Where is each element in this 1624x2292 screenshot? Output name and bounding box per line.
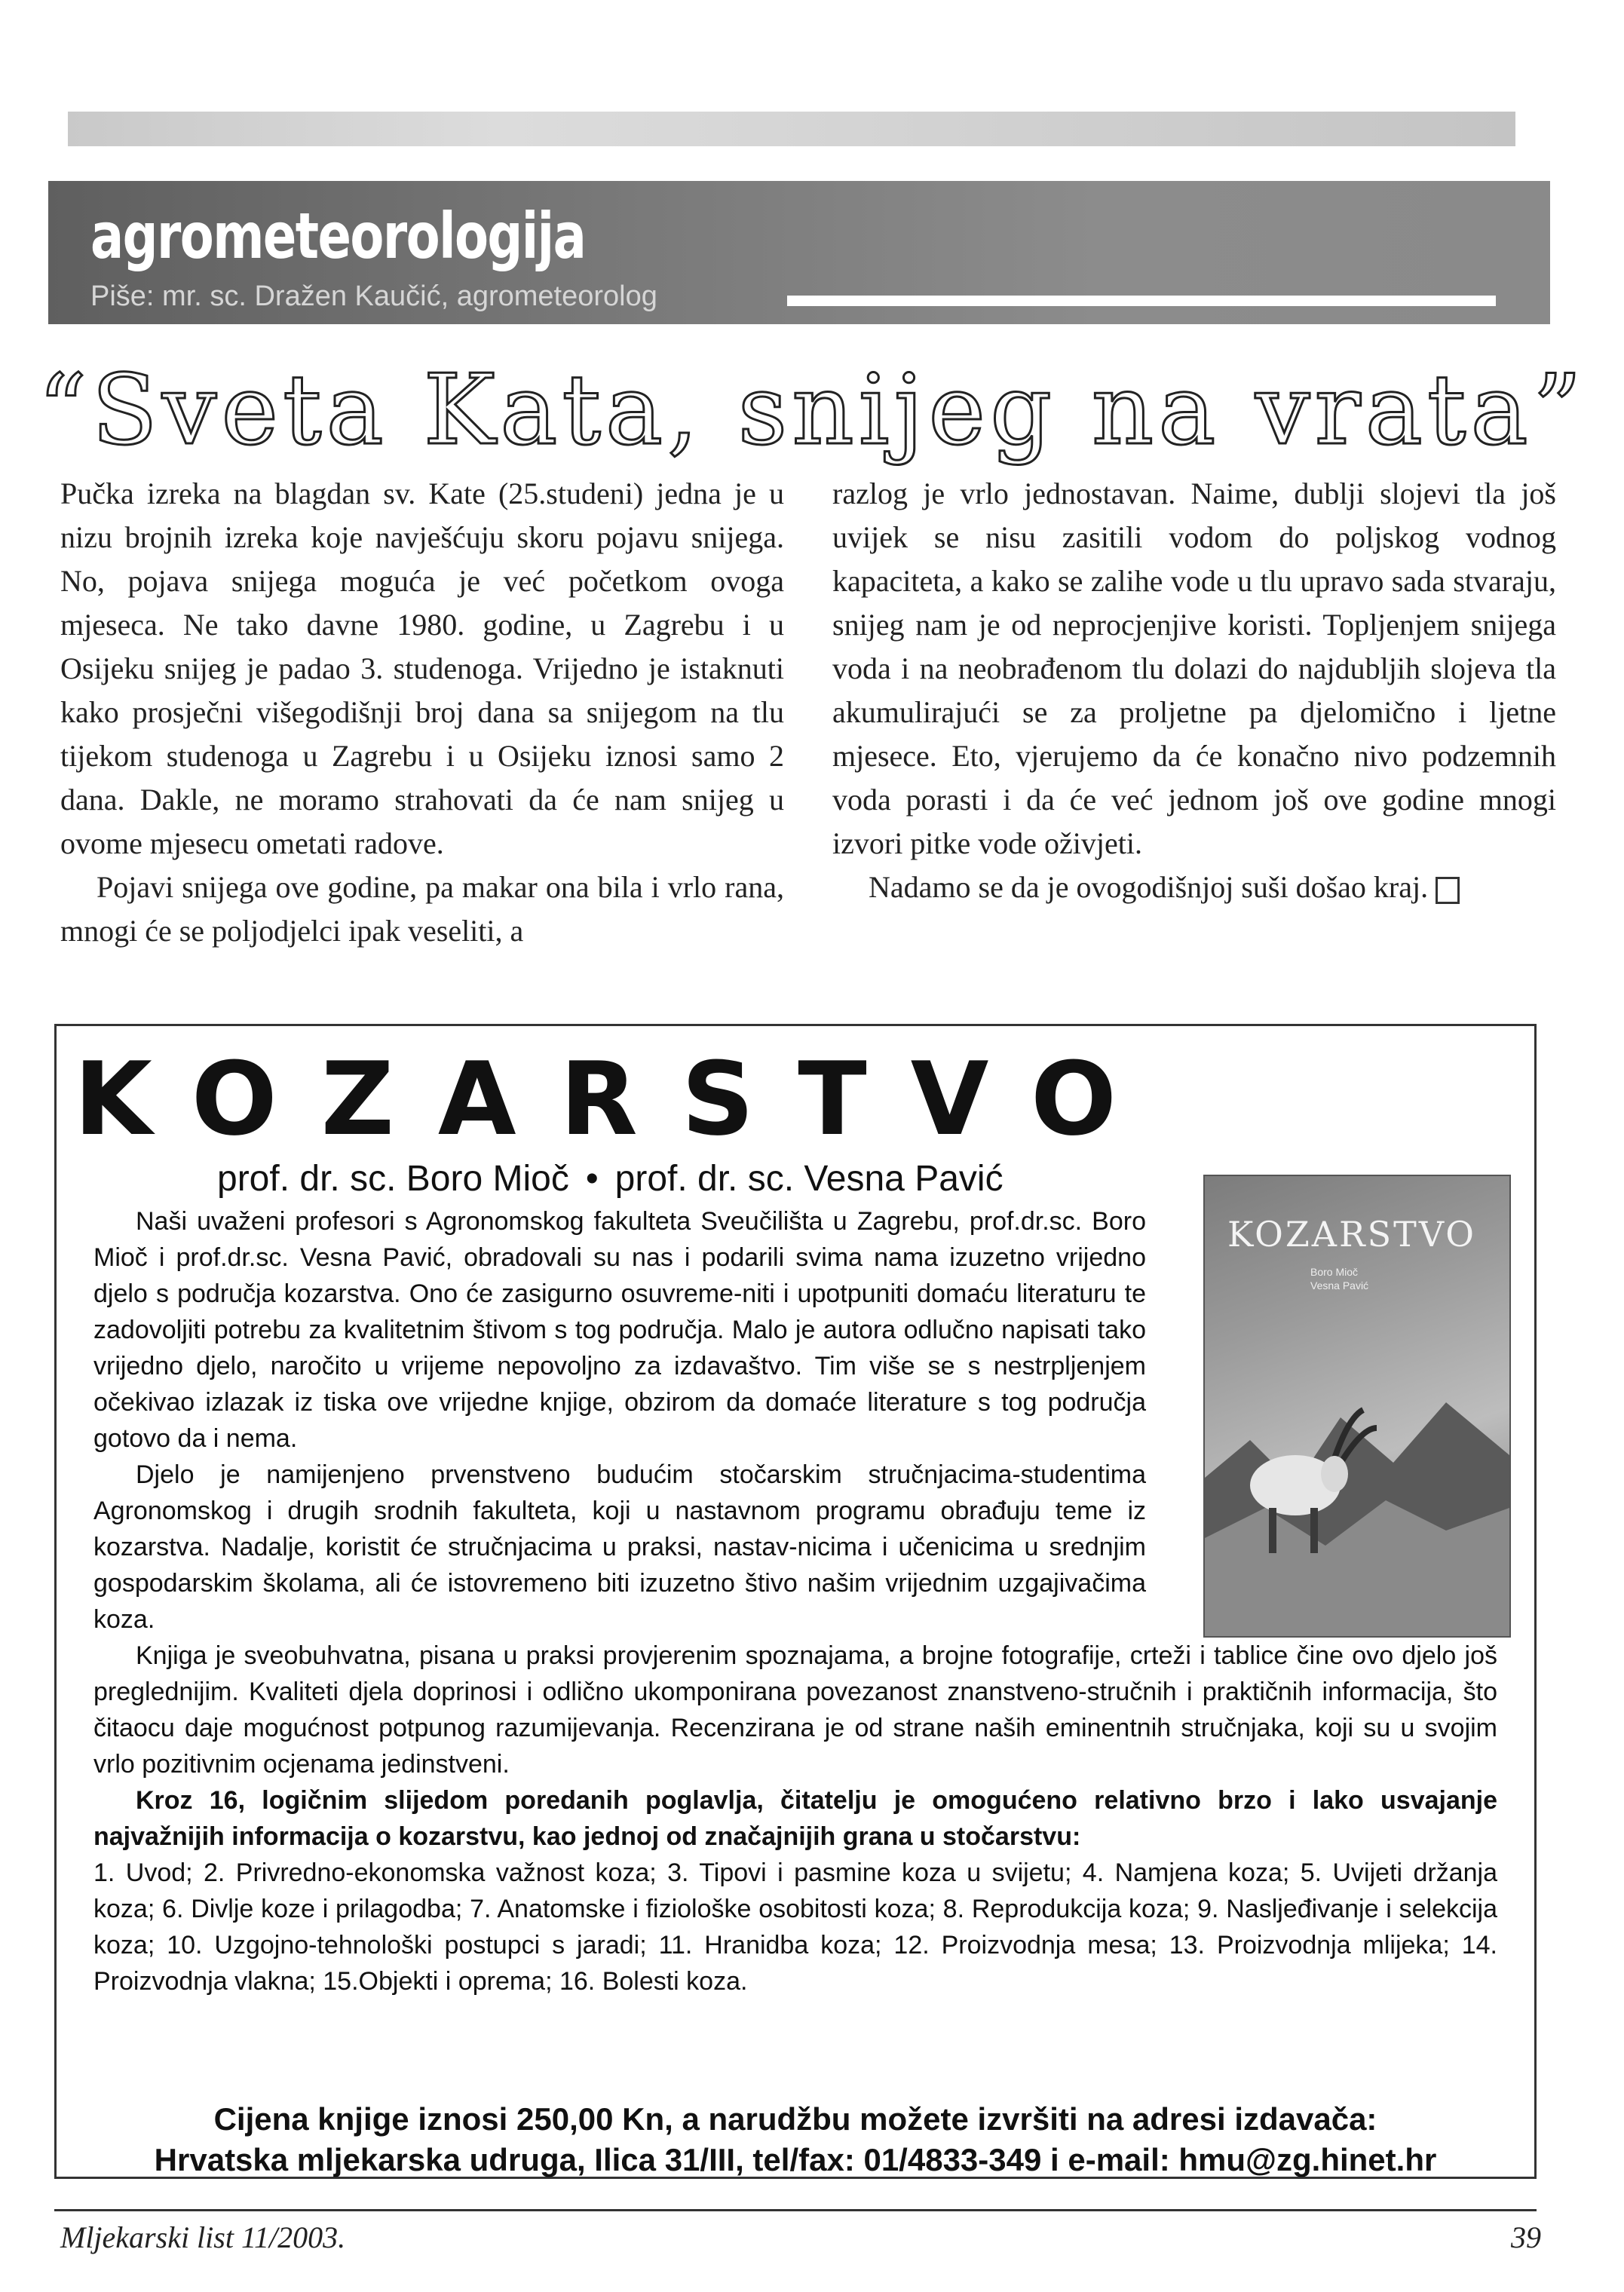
footer-publication: Mljekarski list 11/2003. (60, 2220, 346, 2254)
end-mark-icon (1436, 877, 1460, 904)
article-right-column (832, 472, 1556, 909)
ad-title: KOZARSTVO (74, 1040, 1160, 1158)
article-left-column (60, 472, 784, 953)
bullet-separator: • (585, 1159, 599, 1199)
ad-body (93, 1203, 1497, 1999)
ad-paragraph: Djelo je namijenjeno prvenstveno budućim stočarskim stručnjacima-studentima Agronomskog i drugih srodnih fakulteta, koji u nastavnom programu obrađuju teme iz kozarstva. Nadalje, koristit će stručnjacima u praksi, nastav-nicima i učenicima u srednjim gospodarskim školama, ali će istovremeno biti izuzetno štivo našim vrijednim uzgajivačima koza. (93, 1460, 1146, 1634)
section-title: agrometeorologija (90, 199, 586, 273)
price-block (60, 2099, 1531, 2180)
article-closing-text: Nadamo se da je ovogodišnjoj suši došao kraj. (869, 870, 1429, 904)
author-line: Piše: mr. sc. Dražen Kaučić, agrometeorolog (90, 280, 657, 312)
book-cover-author-2: Vesna Pavić (1310, 1279, 1369, 1292)
price-line: Cijena knjige iznosi 250,00 Kn, a narudžbu možete izvršiti na adresi izdavača: (213, 2101, 1377, 2137)
article-paragraph: Pojavi snijega ove godine, pa makar ona bila i vrlo rana, mnogi će se poljodjelci ipak veseliti, a (60, 870, 784, 948)
section-header (48, 181, 1550, 324)
article-headline: “Sveta Kata, snijeg na vrata” (37, 354, 1587, 467)
page-number: 39 (1511, 2220, 1541, 2254)
article-paragraph: razlog je vrlo jednostavan. Naime, dublji slojevi tla još uvijek se nisu zasitili vodom do poljskog vodnog kapaciteta, a kako se zalihe vode u tlu upravo sada stvaraju, snijeg nam je od neprocjenjive koristi. Topljenjem snijega voda i na neobrađenom tlu dolazi do najdubljih slojeva tla akumulirajući se za proljetne pa djelomično i ljetne mjesece. Eto, vjerujemo da će konačno nivo podzemnih voda porasti i da će već jednom još ove godine mnogi izvori pitke vode oživjeti. (832, 476, 1556, 860)
ad-paragraph: Knjiga je sveobuhvatna, pisana u praksi provjerenim spoznajama, a brojne fotografije, crteži i tablice čine ovo djelo još preglednijim. Kvaliteti djela doprinosi i odlično ukomponirana povezanost znanstveno-stručnih i praktičnih informacija, što čitaocu daje mogućnost potpunog razumijevanja. Recenzirana je od strane naših eminentnih stručnjaka, koji su u svojim vrlo pozitivnim ocjenama jedinstveni. (93, 1641, 1497, 1779)
ad-paragraph-bold: Kroz 16, logičnim slijedom poredanih poglavlja, čitatelju je omogućeno relativno brzo i lako usvajanje najvažnijih informacija o kozarstvu, kao jednoj od značajnijih grana u stočarstvu: (93, 1786, 1497, 1851)
ad-paragraph: Naši uvaženi profesori s Agronomskog fakulteta Sveučilišta u Zagrebu, prof.dr.sc. Boro Mioč i prof.dr.sc. Vesna Pavić, obradovali su nas i podarili svima nama izuzetno vrijedno djelo s područja kozarstva. Ono će zasigurno osuvreme-niti i upotpuniti domaću literaturu te zadovoljiti potrebu za kvalitetnim štivom s tog područja. Malo je autora odlučno napisati tako vrijedno djelo, naročito u vrijeme nepovoljno za izdavaštvo. Tim više se s nestrpljenjem očekivao izlazak iz tiska ove vrijedne knjige, obzirom da domaće literature s tog područja gotovo da i nema. (93, 1207, 1146, 1453)
ad-authors (217, 1158, 1004, 1200)
article-paragraph: Pučka izreka na blagdan sv. Kate (25.studeni) jedna je u nizu brojnih izreka koje navješćuju skoru pojavu snijega. No, pojava snijega moguća je već početkom ovoga mjeseca. Ne tako davne 1980. godine, u Zagrebu i u Osijeku snijeg je padao 3. studenoga. Vrijedno je istaknuti kako prosječni višegodišnji broj dana sa snijegom na tlu tijekom studenoga u Zagrebu i u Osijeku iznosi samo 2 dana. Dakle, ne moramo strahovati da će nam snijeg u ovome mjesecu ometati radove. (60, 476, 784, 860)
ad-chapter-list: 1. Uvod; 2. Privredno-ekonomska važnost koza; 3. Tipovi i pasmine koza u svijetu; 4. Namjena koza; 5. Uvijeti držanja koza; 6. Divlje koze i prilagodba; 7. Anatomske i fiziološke osobitosti koza; 8. Reprodukcija koza; 9. Nasljeđivanje i selekcija koza; 10. Uzgojno-tehnološki postupci s jaradi; 11. Hranidba koza; 12. Proizvodnja mesa; 13. Proizvodnja mlijeka; 14. Proizvodnja vlakna; 15.Objekti i oprema; 16. Bolesti koza. (93, 1858, 1497, 1996)
footer-rule (54, 2209, 1537, 2211)
ad-author-1: prof. dr. sc. Boro Mioč (217, 1159, 569, 1199)
top-decorative-band (68, 112, 1515, 146)
book-cover-author-1: Boro Mioč (1310, 1266, 1359, 1278)
header-rule (787, 296, 1496, 306)
book-cover-title: KOZARSTVO (1227, 1214, 1476, 1255)
article-paragraph (832, 866, 1556, 909)
publisher-address: Hrvatska mljekarska udruga, Ilica 31/III, tel/fax: 01/4833-349 i e-mail: hmu@zg.hinet.hr (154, 2142, 1437, 2177)
ad-author-2: prof. dr. sc. Vesna Pavić (614, 1159, 1004, 1199)
